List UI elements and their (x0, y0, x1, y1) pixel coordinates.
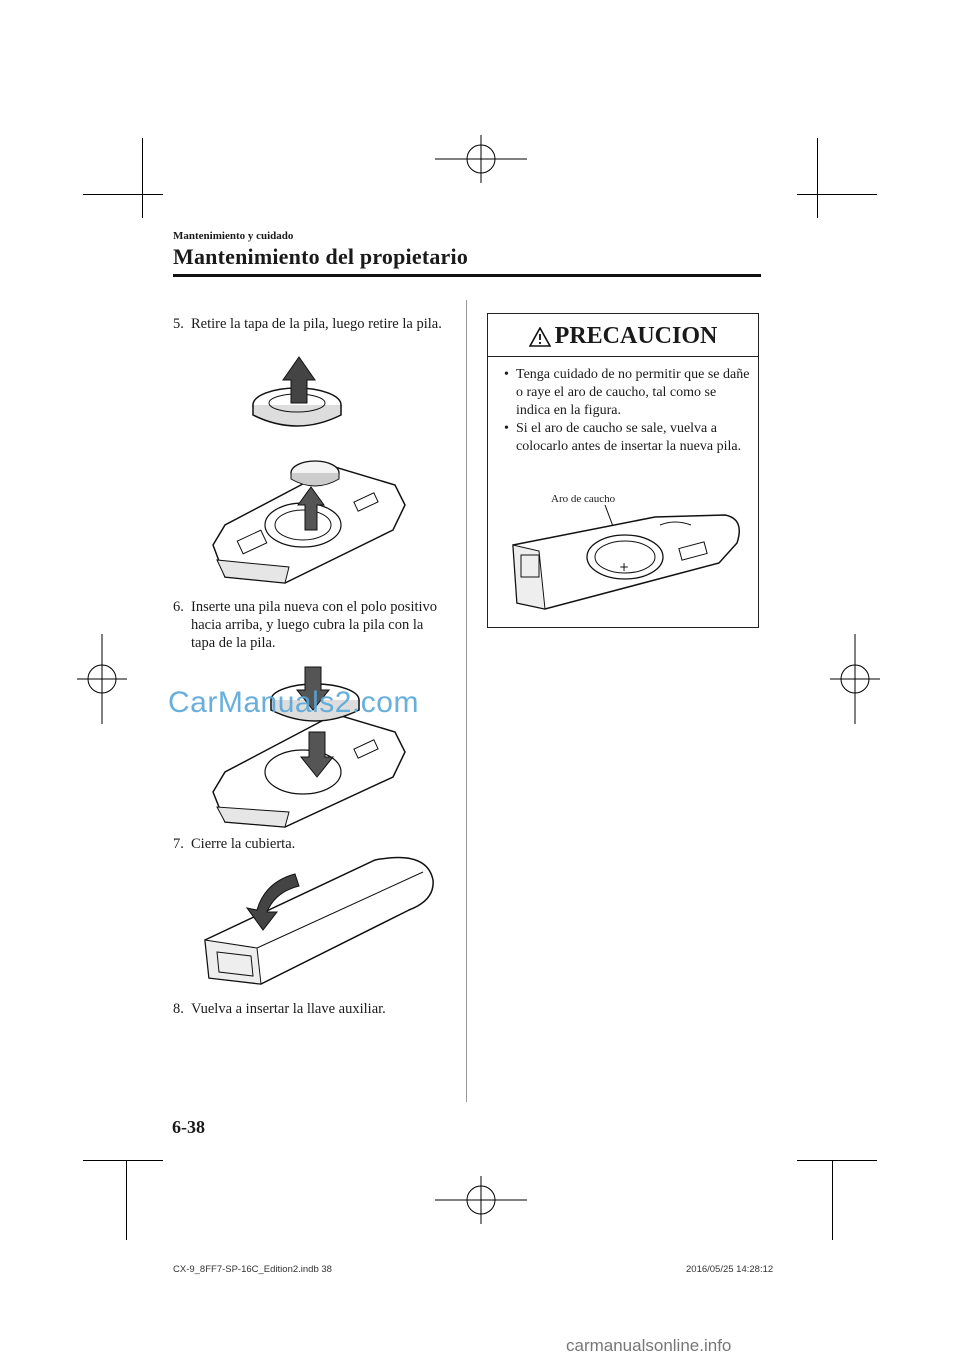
bullet-text: Si el aro de caucho se sale, vuelva a colocarlo antes de insertar la nueva pila. (516, 421, 742, 454)
step-8 (173, 1000, 443, 1018)
watermark-text: CarManuals2.com (168, 686, 419, 719)
footer-timestamp: 2016/05/25 14:28:12 (686, 1264, 774, 1275)
step-number: 6. (173, 599, 184, 615)
section-label: Mantenimiento y cuidado (173, 230, 294, 242)
step-5 (173, 315, 443, 333)
caution-bullet-1 (504, 366, 752, 420)
caution-heading-text: PRECAUCION (554, 323, 718, 349)
warning-icon (529, 327, 551, 347)
step-text: Inserte una pila nueva con el polo positivo hacia arriba, y luego cubra la pila con la tapa de la pila. (191, 599, 438, 651)
step-text: Cierre la cubierta. (191, 836, 296, 852)
footer-file-info: CX-9_8FF7-SP-16C_Edition2.indb 38 (173, 1264, 332, 1275)
page-title: Mantenimiento del propietario (173, 244, 469, 269)
step-number: 7. (173, 836, 184, 852)
registration-mark-left (77, 634, 127, 724)
header-rule (173, 274, 761, 277)
close-cover-illustration (195, 852, 440, 992)
step-number: 8. (173, 1001, 184, 1017)
rubber-ring-label: Aro de caucho (551, 493, 616, 505)
bottom-watermark-text: carmanualsonline.info (566, 1336, 732, 1355)
step-6 (173, 598, 443, 652)
svg-text:+: + (619, 560, 630, 574)
step-text: Retire la tapa de la pila, luego retire la pila. (191, 316, 442, 332)
bullet-dot: • (504, 421, 509, 436)
bullet-text: Tenga cuidado de no permitir que se dañe o raye el aro de caucho, tal como se indica en la figura. (516, 367, 750, 418)
registration-mark-top (435, 135, 527, 183)
caution-bullet-2 (504, 420, 752, 456)
step-7 (173, 835, 443, 853)
registration-mark-bottom (435, 1176, 527, 1224)
step-text: Vuelva a insertar la llave auxiliar. (191, 1001, 386, 1017)
registration-mark-right (830, 634, 880, 724)
step-number: 5. (173, 316, 184, 332)
caution-heading (488, 314, 758, 357)
page-number: 6-38 (172, 1117, 205, 1137)
rubber-ring-illustration (505, 505, 750, 615)
bullet-dot: • (504, 367, 509, 382)
battery-cover-removal-illustration (205, 355, 420, 590)
column-divider (466, 300, 467, 1102)
